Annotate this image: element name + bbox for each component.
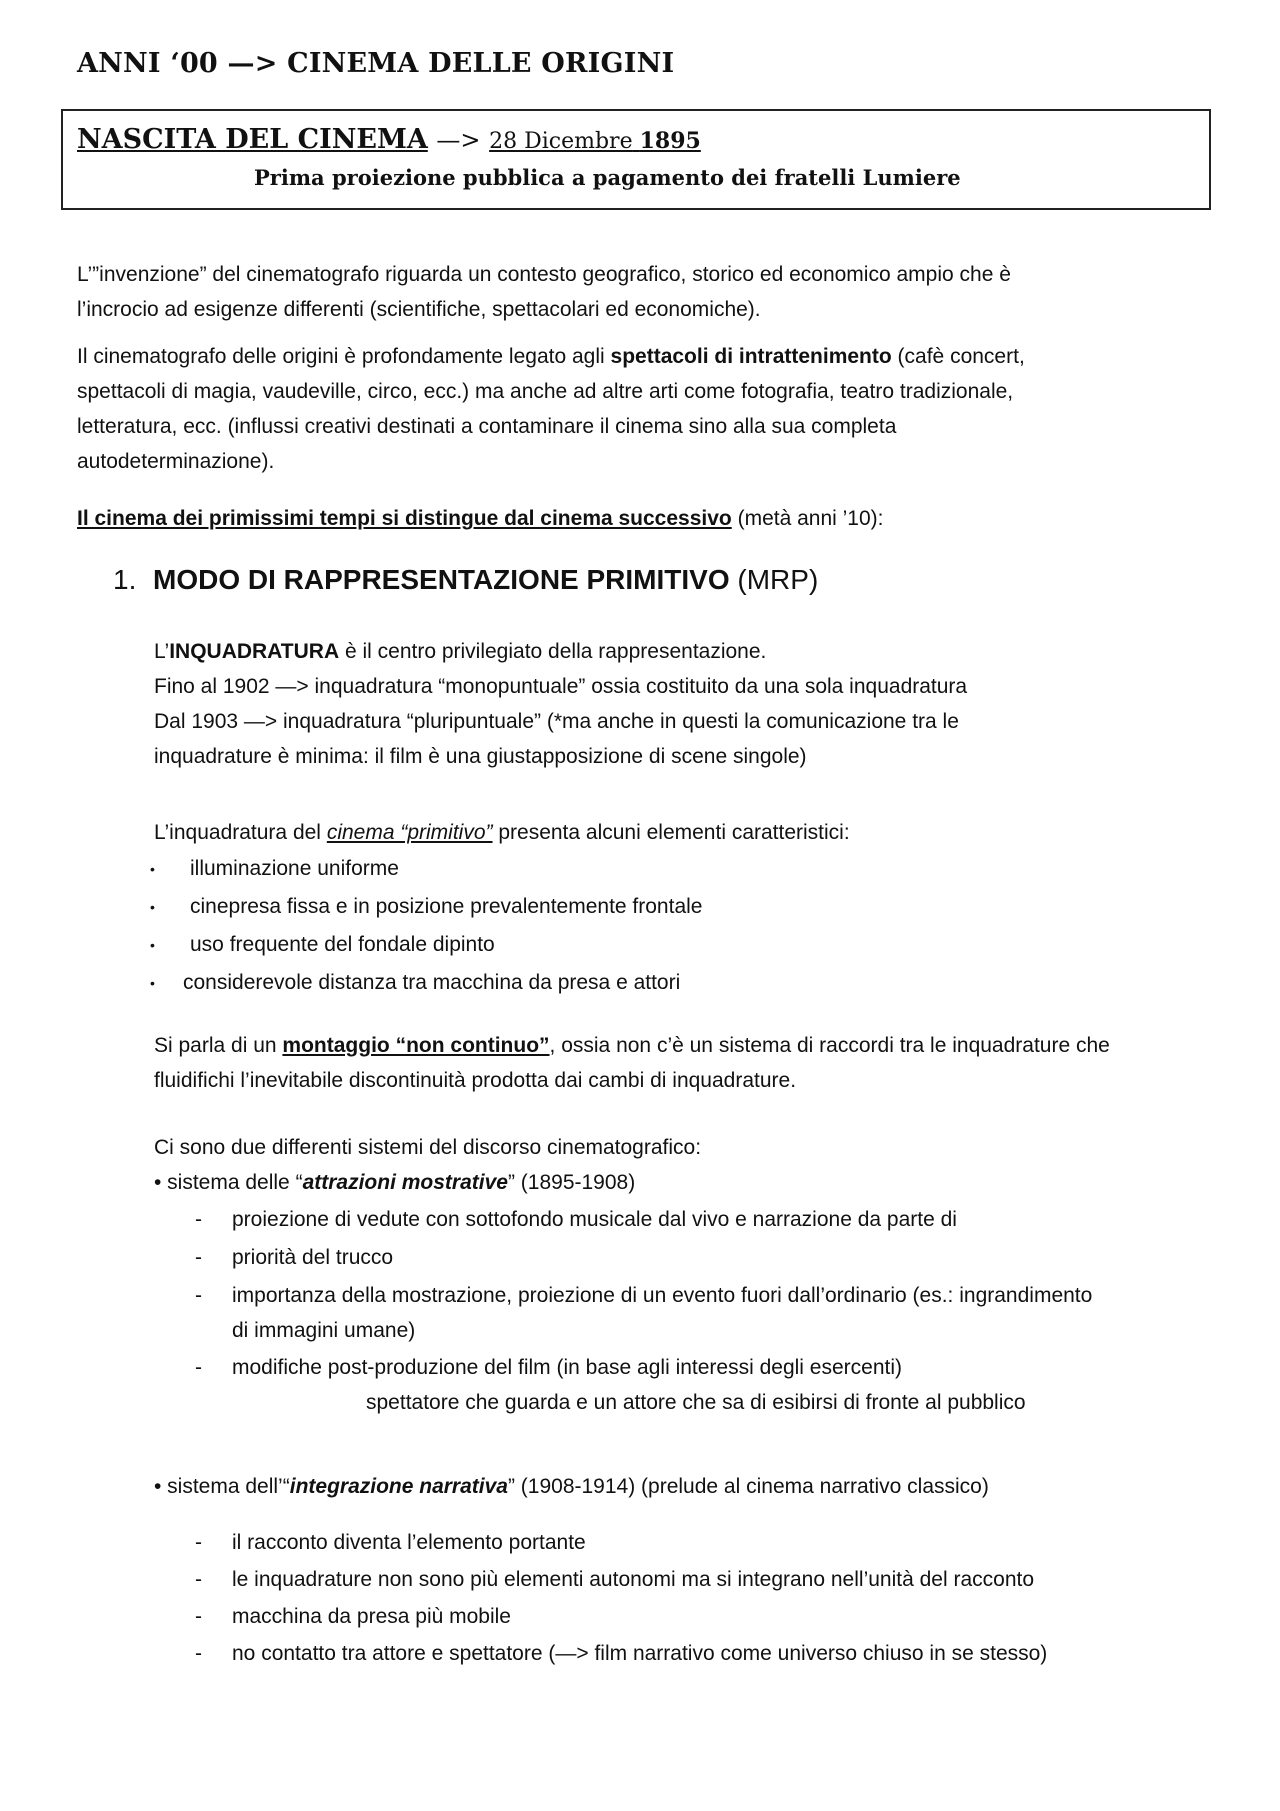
bullet-glyph: •	[150, 899, 155, 915]
primitive-intro	[154, 815, 850, 850]
text-span: è il centro privilegiato della rappresentazione.	[339, 640, 767, 663]
dash-glyph: -	[195, 1208, 202, 1231]
text-line	[77, 501, 884, 536]
inquadratura-paragraph	[154, 634, 967, 774]
dash-glyph: -	[195, 1605, 202, 1628]
text-line: spettacoli di magia, vaudeville, circo, ecc.) ma anche ad altre arti come fotografia, teatro tradizionale,	[77, 380, 1014, 403]
text-line	[154, 1469, 989, 1504]
section-abbr: (MRP)	[729, 564, 819, 595]
box-arrow: —>	[436, 126, 481, 154]
list-item-text: il racconto diventa l’elemento portante	[232, 1531, 586, 1554]
list-item-text: le inquadrature non sono più elementi autonomi ma si integrano nell’unità del racconto	[232, 1568, 1035, 1591]
dash-glyph: -	[195, 1568, 202, 1591]
emphasis-text: montaggio “non continuo”	[282, 1034, 550, 1057]
dash-glyph: -	[195, 1246, 202, 1269]
text-line	[77, 339, 1025, 374]
section-number: 1.	[113, 564, 137, 595]
system-1-heading	[154, 1165, 701, 1200]
text-line: Ci sono due differenti sistemi del discorso cinematografico:	[154, 1136, 702, 1159]
text-line: l’incrocio ad esigenze differenti (scientifiche, spettacolari ed economiche).	[77, 298, 761, 321]
text-span: ” (1895-1908)	[507, 1171, 636, 1194]
emphasis-text: attrazioni mostrative	[302, 1171, 508, 1194]
text-span: ” (1908-1914) (prelude al cinema narrativo classico)	[507, 1475, 989, 1498]
system-1-tail: spettatore che guarda e un attore che sa di esibirsi di fronte al pubblico	[366, 1391, 1026, 1414]
list-item-text: proiezione di vedute con sottofondo musicale dal vivo e narrazione da parte di	[232, 1208, 957, 1231]
box-date-prefix: 28 Dicembre	[489, 129, 633, 154]
section-title: MODO DI RAPPRESENTAZIONE PRIMITIVO	[153, 564, 730, 595]
text-line: letteratura, ecc. (influssi creativi destinati a contaminare il cinema sino alla sua completa	[77, 415, 897, 438]
text-line: fluidifichi l’inevitabile discontinuità prodotta dai cambi di inquadrature.	[154, 1069, 797, 1092]
dash-glyph: -	[195, 1531, 202, 1554]
text-line: Dal 1903 —> inquadratura “pluripuntuale” (*ma anche in questi la comunicazione tra le	[154, 710, 959, 733]
text-span: , ossia non c’è un sistema di raccordi tra le inquadrature che	[549, 1034, 1110, 1057]
text-line: L’”invenzione” del cinematografo riguarda un contesto geografico, storico ed economico ampio che è	[77, 263, 1011, 286]
list-item-text: no contatto tra attore e spettatore (—> film narrativo come universo chiuso in se stesso)	[232, 1642, 1048, 1665]
list-item-text: macchina da presa più mobile	[232, 1605, 511, 1628]
dash-glyph: -	[195, 1356, 202, 1379]
emphasis-text: INQUADRATURA	[169, 640, 340, 663]
intro-paragraph-1	[77, 257, 1011, 327]
section-1-heading	[113, 564, 818, 596]
intro-paragraph-2	[77, 339, 1025, 479]
bullet-glyph: •	[150, 937, 155, 953]
emphasis-text: integrazione narrativa	[289, 1475, 508, 1498]
box-subtitle: Prima proiezione pubblica a pagamento dei fratelli Lumiere	[254, 165, 961, 190]
box-date	[489, 129, 701, 154]
bullet-glyph: •	[150, 861, 155, 877]
emphasis-text: spettacoli di intrattenimento	[610, 345, 892, 368]
text-span: Si parla di un	[154, 1034, 283, 1057]
text-span: L’	[154, 640, 170, 663]
text-span: (metà anni ’10):	[731, 507, 884, 530]
list-item-text: modifiche post-produzione del film (in base agli interessi degli esercenti)	[232, 1356, 903, 1379]
list-item-text: illuminazione uniforme	[190, 857, 399, 880]
dash-glyph: -	[195, 1284, 202, 1307]
text-span: (cafè concert,	[891, 345, 1025, 368]
underlined-heading: Il cinema dei primissimi tempi si distingue dal cinema successivo	[77, 507, 732, 530]
list-item-text: uso frequente del fondale dipinto	[190, 933, 495, 956]
text-line: Fino al 1902 —> inquadratura “monopuntuale” ossia costituito da una sola inquadratura	[154, 675, 968, 698]
list-item-text: priorità del trucco	[232, 1246, 394, 1269]
text-line	[154, 815, 850, 850]
page-title: ANNI ‘00 —> CINEMA DELLE ORIGINI	[77, 48, 675, 79]
list-item-text: importanza della mostrazione, proiezione di un evento fuori dall’ordinario (es.: ingrandimento	[232, 1284, 1093, 1307]
text-span: presenta alcuni elementi caratteristici:	[492, 821, 850, 844]
text-span: Il cinematografo delle origini è profondamente legato agli	[77, 345, 611, 368]
text-line: autodeterminazione).	[77, 450, 275, 473]
montaggio-paragraph	[154, 1028, 1110, 1098]
text-line	[154, 1028, 1110, 1063]
intro-paragraph-3	[77, 501, 884, 536]
box-date-year: 1895	[639, 128, 701, 154]
dash-glyph: -	[195, 1642, 202, 1665]
text-span: • sistema delle “	[154, 1171, 303, 1194]
list-item-text: di immagini umane)	[232, 1319, 416, 1342]
system-2-heading	[154, 1469, 989, 1504]
emphasis-text: cinema “primitivo”	[326, 821, 493, 844]
text-span: • sistema dell’“	[154, 1475, 290, 1498]
box-heading-line	[77, 124, 701, 155]
list-item-text: considerevole distanza tra macchina da presa e attori	[183, 971, 681, 994]
bullet-glyph: •	[150, 975, 155, 991]
systems-intro	[154, 1130, 701, 1200]
text-line	[154, 634, 967, 669]
box-heading: NASCITA DEL CINEMA	[77, 124, 428, 155]
text-line: inquadrature è minima: il film è una giustapposizione di scene singole)	[154, 745, 807, 768]
text-span: L’inquadratura del	[154, 821, 327, 844]
list-item-text: cinepresa fissa e in posizione prevalentemente frontale	[190, 895, 703, 918]
